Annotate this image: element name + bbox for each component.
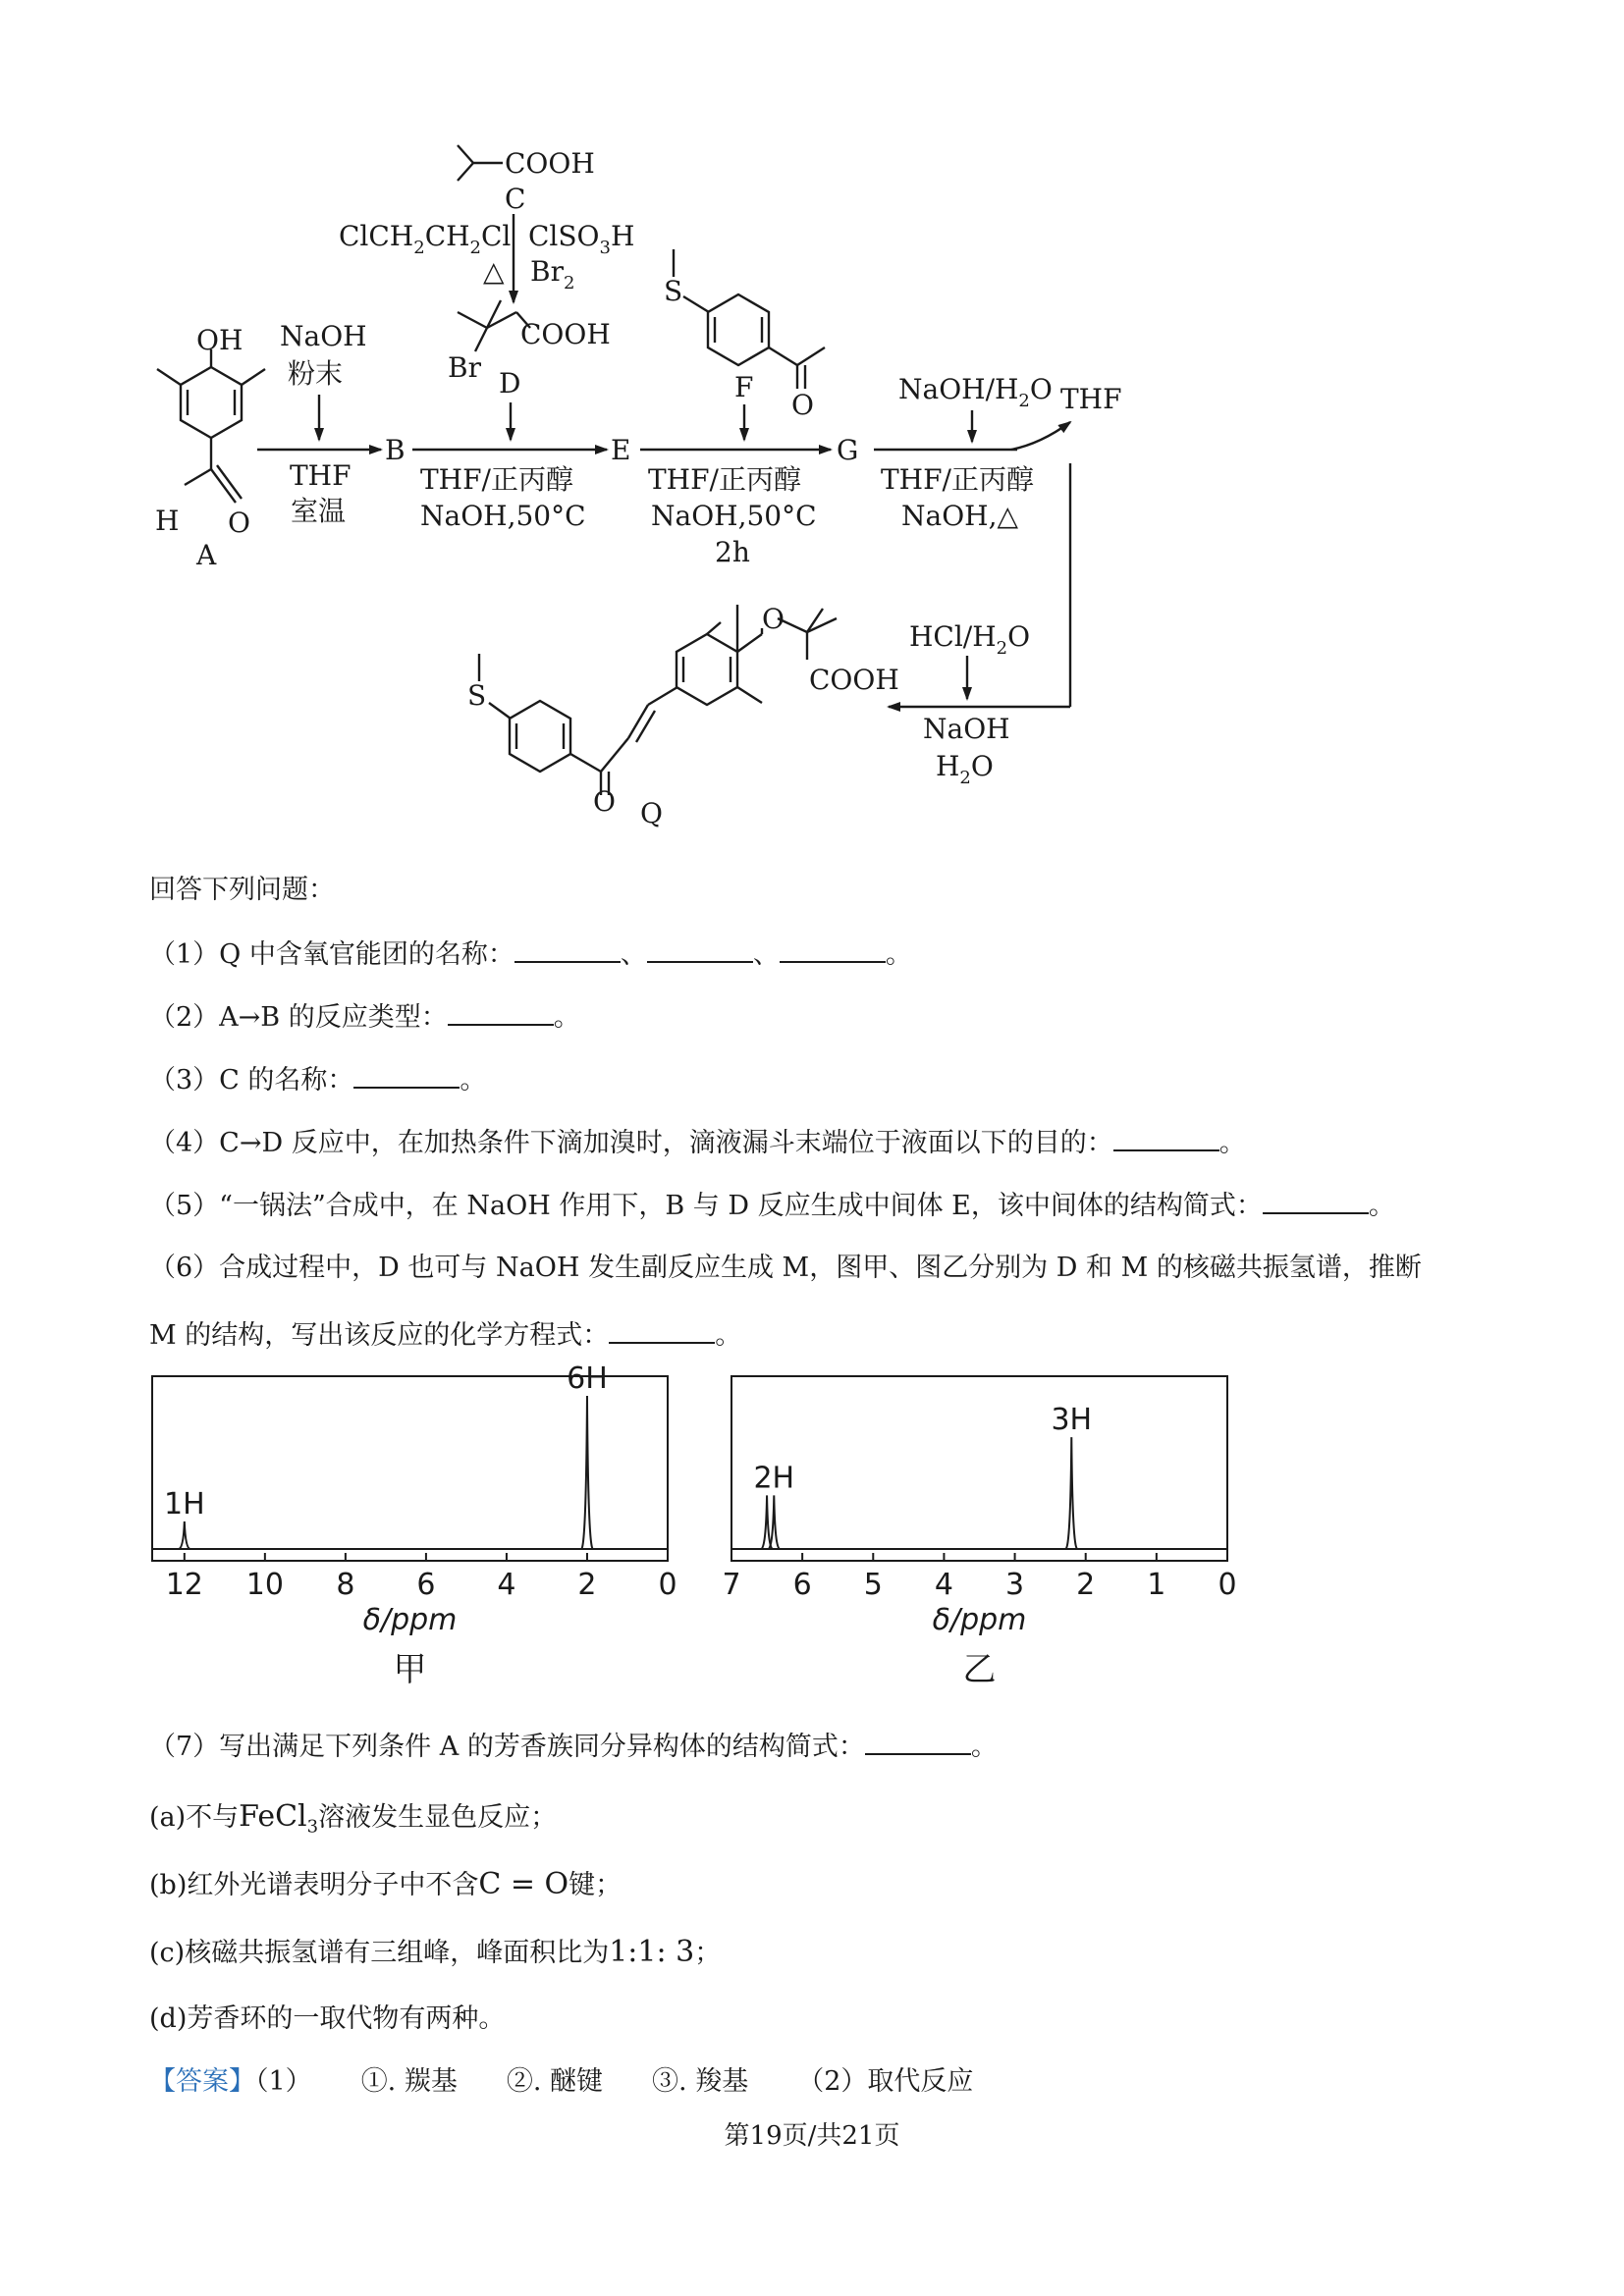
- Q-cooh-label: COOH: [809, 664, 899, 696]
- x-tick-label: 8: [336, 1568, 355, 1602]
- answer-tag: 【答案】: [149, 2066, 255, 2097]
- x-tick-label: 0: [658, 1568, 677, 1602]
- compound-A-structure: [157, 349, 265, 503]
- answer-blank[interactable]: [780, 939, 886, 963]
- x-tick-label: 2: [1076, 1568, 1096, 1602]
- answer-blank[interactable]: [514, 939, 621, 963]
- cond-rt: 室温: [291, 495, 347, 527]
- answer-blank[interactable]: [448, 1002, 554, 1026]
- cond-clch2cl: $ClCH_2CH_2Cl$: [339, 220, 512, 258]
- compound-A-label: A: [196, 539, 217, 571]
- cond-hcl-h2o: HCl/$H_2O$: [909, 620, 1031, 659]
- question-6-line1: （6）合成过程中，D 也可与 NaOH 发生副反应生成 M，图甲、图乙分别为 D 和 M 的核磁共振氢谱，推断: [149, 1253, 1422, 1283]
- answer-line: 【答案】（1） ①. 羰基 ②. 醚键 ③. 羧基 （2）取代反应: [149, 2066, 974, 2097]
- cond-thf-propanol-1: THF/正丙醇: [420, 463, 573, 496]
- nmr-peak: [581, 1396, 593, 1549]
- nmr-peak: [1065, 1437, 1077, 1549]
- cond-naoh-q: NaOH: [923, 713, 1010, 745]
- answer-blank[interactable]: [647, 939, 753, 963]
- A-oh-label: OH: [196, 324, 244, 356]
- x-axis-label: δ/ppm: [932, 1603, 1027, 1637]
- compound-D-label: D: [499, 367, 521, 400]
- x-tick-label: 3: [1005, 1568, 1025, 1602]
- Q-s-label: S: [467, 679, 487, 712]
- compound-C-label: C: [505, 183, 526, 215]
- x-tick-label: 2: [577, 1568, 597, 1602]
- condition-b: (b)红外光谱表明分子中不含C = O键；: [149, 1867, 623, 1901]
- cond-thf-propanol-2: THF/正丙醇: [648, 463, 801, 496]
- cond-naoh-h2o: NaOH/$H_2O$: [898, 373, 1053, 411]
- cond-delta: △: [483, 255, 505, 288]
- answer-blank[interactable]: [865, 1732, 971, 1755]
- condition-c: (c)核磁共振氢谱有三组峰，峰面积比为1:1: 3；: [149, 1935, 722, 1969]
- nmr-peak: [179, 1522, 190, 1549]
- A-o-label: O: [228, 507, 250, 539]
- answer-blank[interactable]: [353, 1065, 460, 1089]
- question-6-line2: M 的结构，写出该反应的化学方程式： 。: [149, 1320, 742, 1351]
- question-1: （1）Q 中含氧官能团的名称： 、 、 。: [149, 939, 912, 970]
- answer-blank[interactable]: [1113, 1128, 1219, 1151]
- question-4: （4）C→D 反应中，在加热条件下滴加溴时，滴液漏斗末端位于液面以下的目的： 。: [149, 1128, 1246, 1158]
- reagent-naoh: NaOH: [280, 320, 367, 352]
- compound-G-label: G: [837, 434, 859, 466]
- condition-d: (d)芳香环的一取代物有两种。: [149, 2003, 506, 2034]
- compound-Q-label: Q: [640, 797, 663, 829]
- spectrum-title: 甲: [393, 1650, 427, 1689]
- x-tick-label: 1: [1147, 1568, 1166, 1602]
- compound-F-label: F: [734, 371, 754, 403]
- cond-thf: THF: [290, 459, 352, 492]
- cond-naoh-50-1: NaOH,50°C: [420, 500, 586, 532]
- cond-clso3h: ClSO$_3$H: [528, 220, 635, 258]
- nmr-spectrum-jia: [152, 1364, 677, 1689]
- reagent-powder: 粉末: [288, 357, 344, 390]
- x-axis-label: δ/ppm: [362, 1603, 458, 1637]
- peak-label: 3H: [1051, 1403, 1093, 1438]
- x-tick-label: 4: [934, 1568, 953, 1602]
- out-thf-label: THF: [1060, 383, 1122, 415]
- D-br-label: Br: [448, 351, 481, 384]
- F-o-label: O: [791, 389, 814, 421]
- compound-D-structure: [458, 300, 530, 351]
- Q-o2-label: O: [762, 603, 785, 635]
- answer-blank[interactable]: [1263, 1191, 1369, 1214]
- C-cooh-label: COOH: [505, 147, 595, 180]
- cond-br2: $Br_2$: [530, 255, 575, 294]
- D-cooh-label: COOH: [520, 318, 611, 350]
- plot-frame: [731, 1376, 1227, 1561]
- peak-label: 6H: [567, 1364, 608, 1396]
- x-tick-label: 5: [863, 1568, 883, 1602]
- nmr-spectrum-yi: [722, 1376, 1236, 1689]
- x-tick-label: 0: [1218, 1568, 1237, 1602]
- x-tick-label: 10: [245, 1568, 284, 1602]
- answer-blank[interactable]: [609, 1320, 715, 1344]
- compound-C-structure: [458, 145, 503, 181]
- Q-o-label: O: [593, 785, 616, 818]
- arrow-THF-curve: [1011, 422, 1070, 450]
- x-tick-label: 4: [497, 1568, 516, 1602]
- x-tick-label: 6: [416, 1568, 436, 1602]
- question-3: （3）C 的名称： 。: [149, 1065, 487, 1095]
- x-tick-label: 7: [722, 1568, 741, 1602]
- spectrum-title: 乙: [962, 1650, 997, 1689]
- x-tick-label: 6: [792, 1568, 812, 1602]
- compound-E-label: E: [611, 434, 631, 466]
- cond-2h: 2h: [715, 536, 750, 568]
- question-5: （5）“一锅法”合成中，在 NaOH 作用下，B 与 D 反应生成中间体 E，该中间体的结构简式： 。: [149, 1191, 1395, 1221]
- page-footer: 第19页/共21页: [724, 2121, 900, 2151]
- cond-naoh-50-2: NaOH,50°C: [651, 500, 817, 532]
- peak-label: 1H: [163, 1486, 205, 1522]
- cond-thf-propanol-3: THF/正丙醇: [881, 463, 1034, 496]
- cond-h2o-q: $H_2O$: [936, 750, 994, 788]
- F-s-label: S: [664, 275, 683, 307]
- condition-a: (a)不与FeCl$_3$溶液发生显色反应；: [149, 1799, 558, 1838]
- reaction-scheme: [0, 0, 1624, 864]
- x-tick-label: 12: [165, 1568, 203, 1602]
- questions-intro: 回答下列问题：: [149, 875, 335, 905]
- A-h-label: H: [155, 505, 180, 537]
- compound-B-label: B: [385, 434, 406, 466]
- compound-F-structure: [674, 249, 825, 389]
- nmr-spectra: [0, 1364, 1624, 1718]
- peak-label: 2H: [753, 1461, 795, 1496]
- cond-naoh-heat: NaOH,△: [901, 500, 1018, 532]
- question-2: （2）A→B 的反应类型： 。: [149, 1002, 580, 1033]
- question-7: （7）写出满足下列条件 A 的芳香族同分异构体的结构简式： 。: [149, 1732, 998, 1762]
